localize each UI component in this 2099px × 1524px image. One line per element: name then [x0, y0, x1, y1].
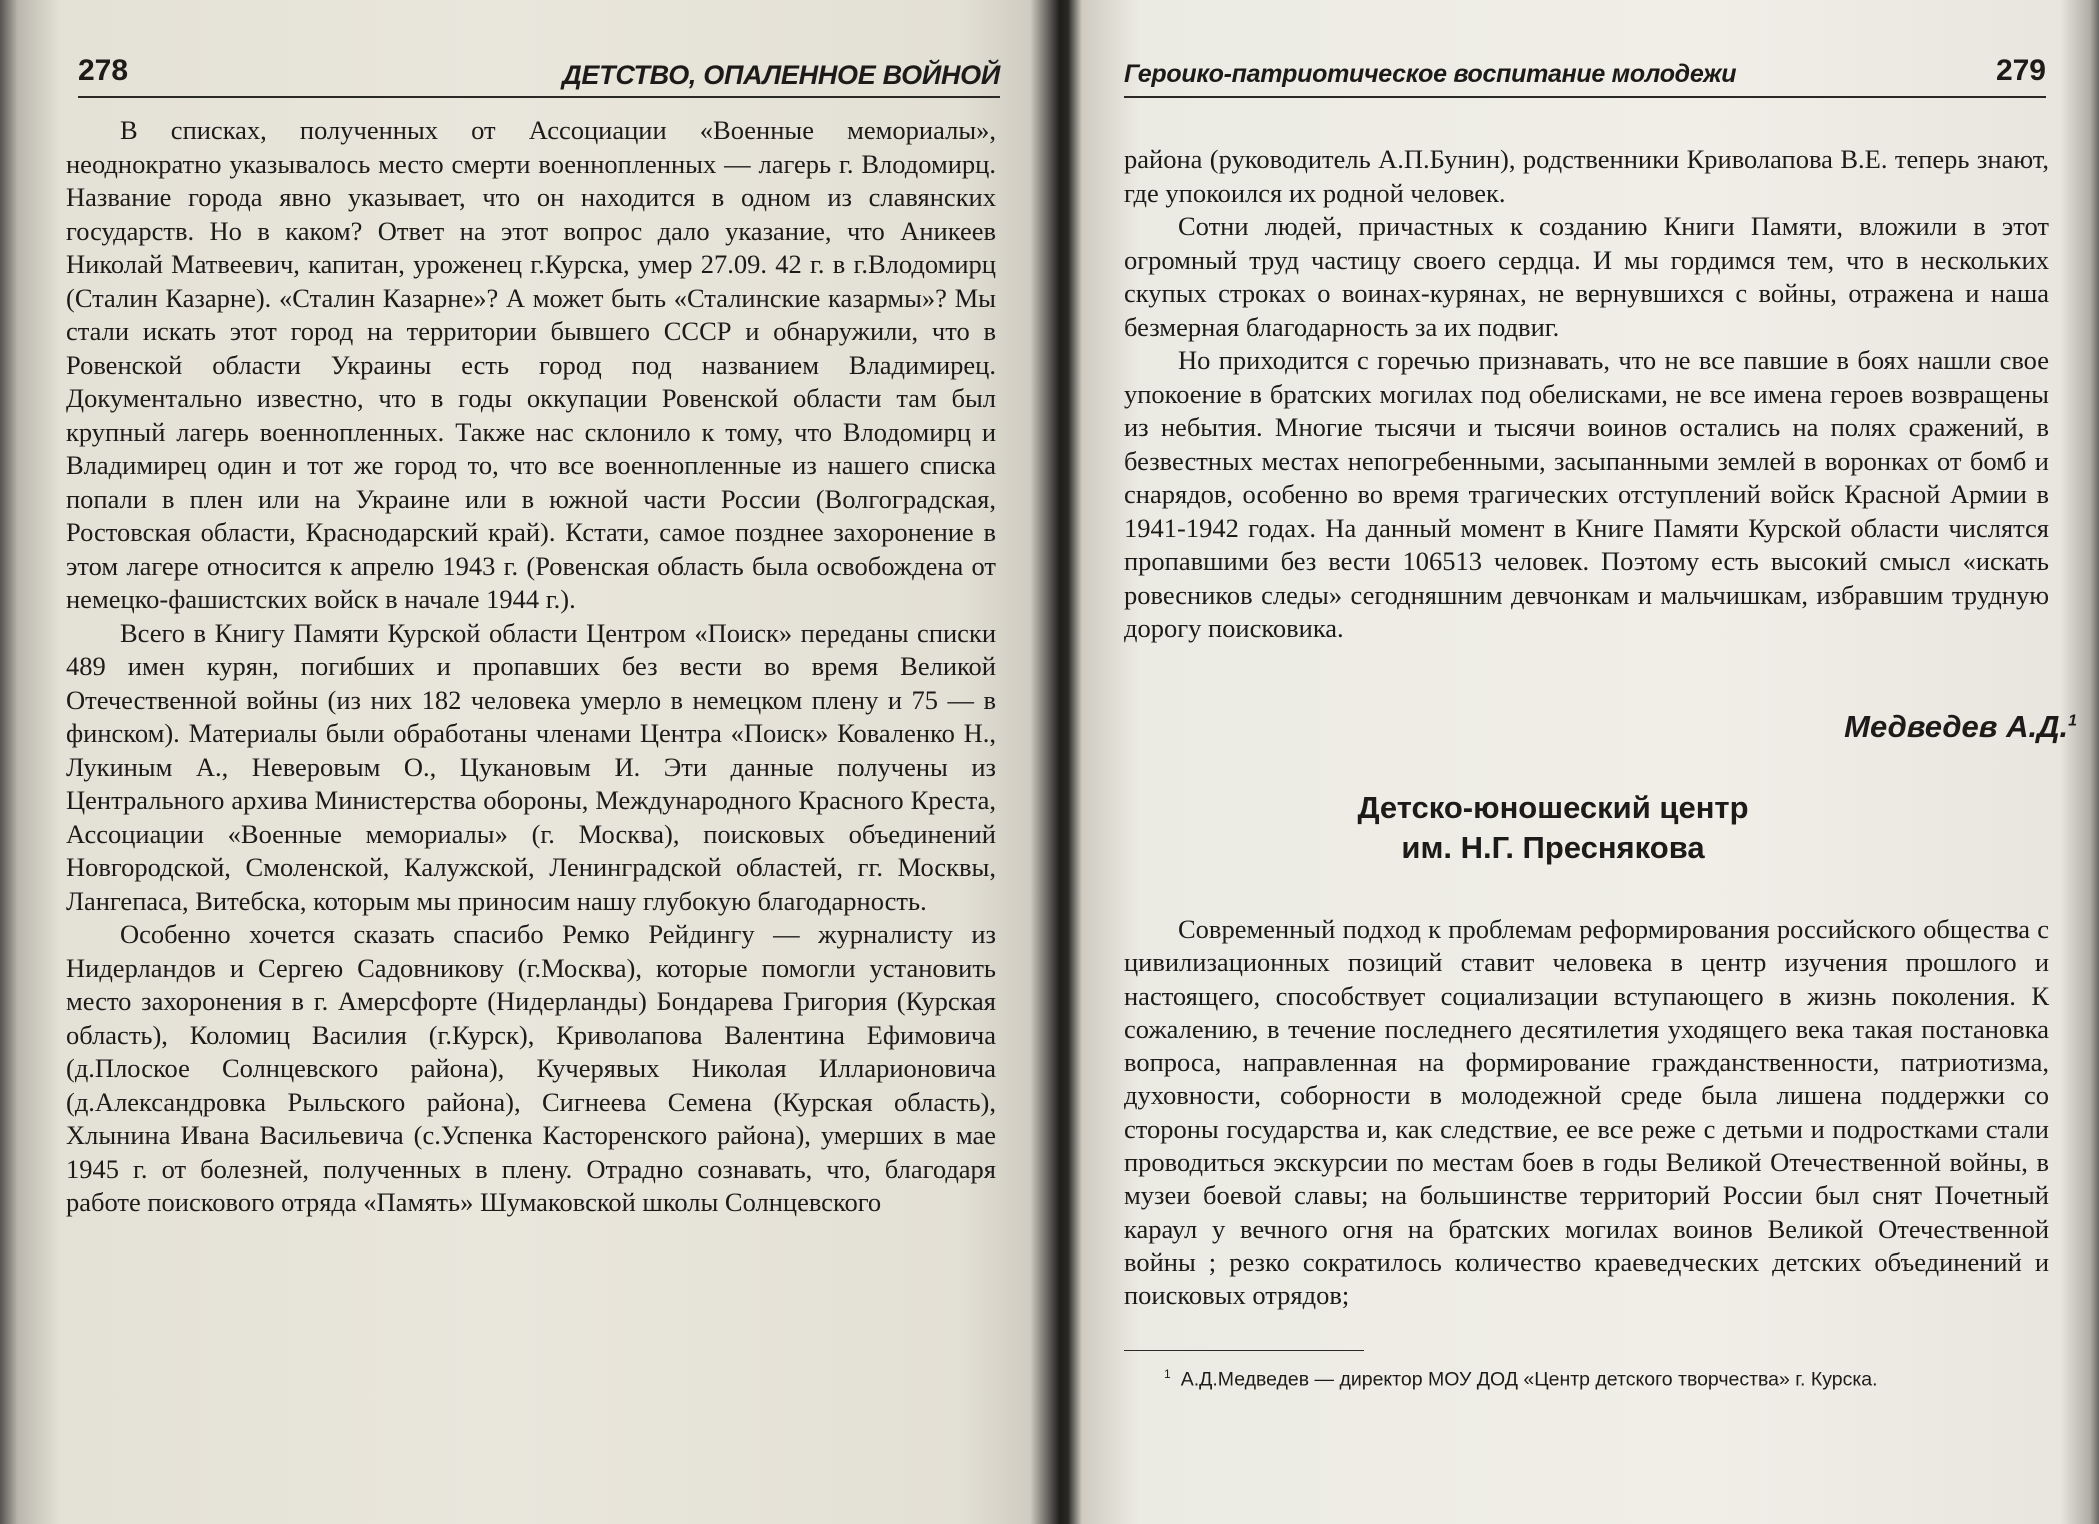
- footnote-mark: 1: [1164, 1367, 1171, 1381]
- left-running-header: [78, 52, 1000, 98]
- signature-footnote-mark: 1: [2068, 712, 2077, 730]
- section-heading-line-2: им. Н.Г. Преснякова: [1401, 830, 1705, 865]
- right-paragraph-1: района (руководитель А.П.Бунин), родственники Криволапова В.Е. теперь знают, где упокоился их родной человек.: [1124, 144, 2049, 208]
- left-running-title: ДЕТСТВО, ОПАЛЕННОЕ ВОЙНОЙ: [562, 60, 1000, 90]
- right-page: [1068, 0, 2099, 1524]
- section-paragraph: Современный подход к проблемам реформирования российского общества с цивилизационных позиций ставит человека в центр изучения прошлого и настоящего, способствует социализации вступающего в жизнь поколения. К сожалению, в течение последнего десятилетия уходящего века такая постановка вопроса, направленная на формирование гражданственности, патриотизма, духовности, соборности в молодежной среде была лишена поддержки со стороны государства и, как следствие, ее все реже с детьми и подростками стали проводиться экскурсии по местам боев в годы Великой Отечественной войны, в музеи боевой славы; на большинстве территорий России был снят Почетный караул у вечного огня на братских могилах воинов Великой Отечественной войны ; резко сократилось количество краеведческих детских объединений и поисковых отрядов;: [1124, 914, 2049, 1311]
- left-paragraph-2: Всего в Книгу Памяти Курской области Центром «Поиск» переданы списки 489 имен курян, погибших и пропавших без вести во время Великой Отечественной войны (из них 182 человека умерло в немецком плену и 75 — в финском). Материалы были обработаны членами Центра «Поиск» Коваленко Н., Лукиным А., Неверовым О., Цукановым И. Эти данные получены из Центрального архива Министерства обороны, Международного Красного Креста, Ассоциации «Военные мемориалы» (г. Москва), поисковых объединений Новгородской, Смоленской, Калужской, Ленинградской областей, гг. Москвы, Лангепаса, Витебска, которым мы приносим нашу глубокую благодарность.: [66, 617, 996, 916]
- right-running-header: [1124, 52, 2046, 98]
- right-paragraph-2: Сотни людей, причастных к созданию Книги Памяти, вложили в этот огромный труд частицу своего сердца. И мы гордимся тем, что в нескольких скупых строках о воинах-курянах, не вернувшихся с войны, отражена и наша безмерная благодарность за их подвиг.: [1124, 211, 2049, 342]
- section-heading: [1068, 788, 2038, 868]
- signature-text: Медведев А.Д.: [1844, 709, 2069, 744]
- footnote: [1124, 1360, 2049, 1395]
- footnote-text: А.Д.Медведев — директор МОУ ДОД «Центр детского творчества» г. Курска.: [1180, 1368, 1878, 1391]
- right-paragraph-3: Но приходится с горечью признавать, что не все павшие в боях нашли свое упокоение в братских могилах под обелисками, не все имена героев возвращены из небытия. Многие тысячи и тысячи воинов остались на полях сражений, в безвестных местах непогребенными, засыпанными землей в воронках от бомб и снарядов, особенно во время трагических отступлений войск Красной Армии в 1941-1942 годах. На данный момент в Книге Памяти Курской области числятся пропавшими без вести 106513 человек. Поэтому есть высокий смысл «искать ровесников следы» сегодняшним девчонкам и мальчишкам, избравшим трудную дорогу поисковика.: [1124, 345, 2049, 643]
- right-page-number: 279: [1995, 54, 2046, 87]
- footnote-rule: [1124, 1350, 1364, 1351]
- right-running-title: Героико-патриотическое воспитание молодежи: [1124, 60, 1737, 88]
- left-page-number: 278: [78, 54, 129, 87]
- author-signature: [1844, 709, 2077, 745]
- left-paragraph-3: Особенно хочется сказать спасибо Ремко Рейдингу — журналисту из Нидерландов и Сергею Садовникову (г.Москва), которые помогли установить место захоронения в г. Амерсфорте (Нидерланды) Бондарева Григория (Курская область), Коломиц Василия (г.Курск), Криволапова Валентина Ефимовича (д.Плоское Солнцевского района), Кучерявых Николая Илларионовича (д.Александровка Рыльского района), Сигнеева Семена (Курская область), Хлынина Ивана Васильевича (с.Успенка Касторенского района), умерших в мае 1945 г. от болезней, полученных в плену. Отрадно сознавать, что, благодаря работе поискового отряда «Память» Шумаковской школы Солнцевского: [66, 919, 996, 1217]
- left-page-body: [66, 114, 996, 1220]
- right-page-body: [1124, 143, 2049, 646]
- section-body: [1124, 913, 2049, 1313]
- section-heading-line-1: Детско-юношеский центр: [1357, 790, 1749, 825]
- left-paragraph-1: В списках, полученных от Ассоциации «Военные мемориалы», неоднократно указывалось место смерти военнопленных — лагерь г. Влодомирц. Название города явно указывает, что он находится в одном из славянских государств. Но в каком? Ответ на этот вопрос дало указание, что Аникеев Николай Матвеевич, капитан, уроженец г.Курска, умер 27.09. 42 г. в г.Влодомирц (Сталин Казарне). «Сталин Казарне»? А может быть «Сталинские казармы»? Мы стали искать этот город на территории бывшего СССР и обнаружили, что в Ровенской области Украины есть город под названием Владимирец. Документально известно, что в годы оккупации Ровенской области там был крупный лагерь военнопленных. Также нас склонило к тому, что Влодомирц и Владимирец один и тот же город то, что все военнопленные из нашего списка попали в плен или на Украине или в южной части России (Волгоградская, Ростовская области, Краснодарский край). Кстати, самое позднее захоронение в этом лагере относится к апрелю 1943 г. (Ровенская область была освобождена от немецко-фашистских войск в начале 1944 г.).: [66, 115, 996, 614]
